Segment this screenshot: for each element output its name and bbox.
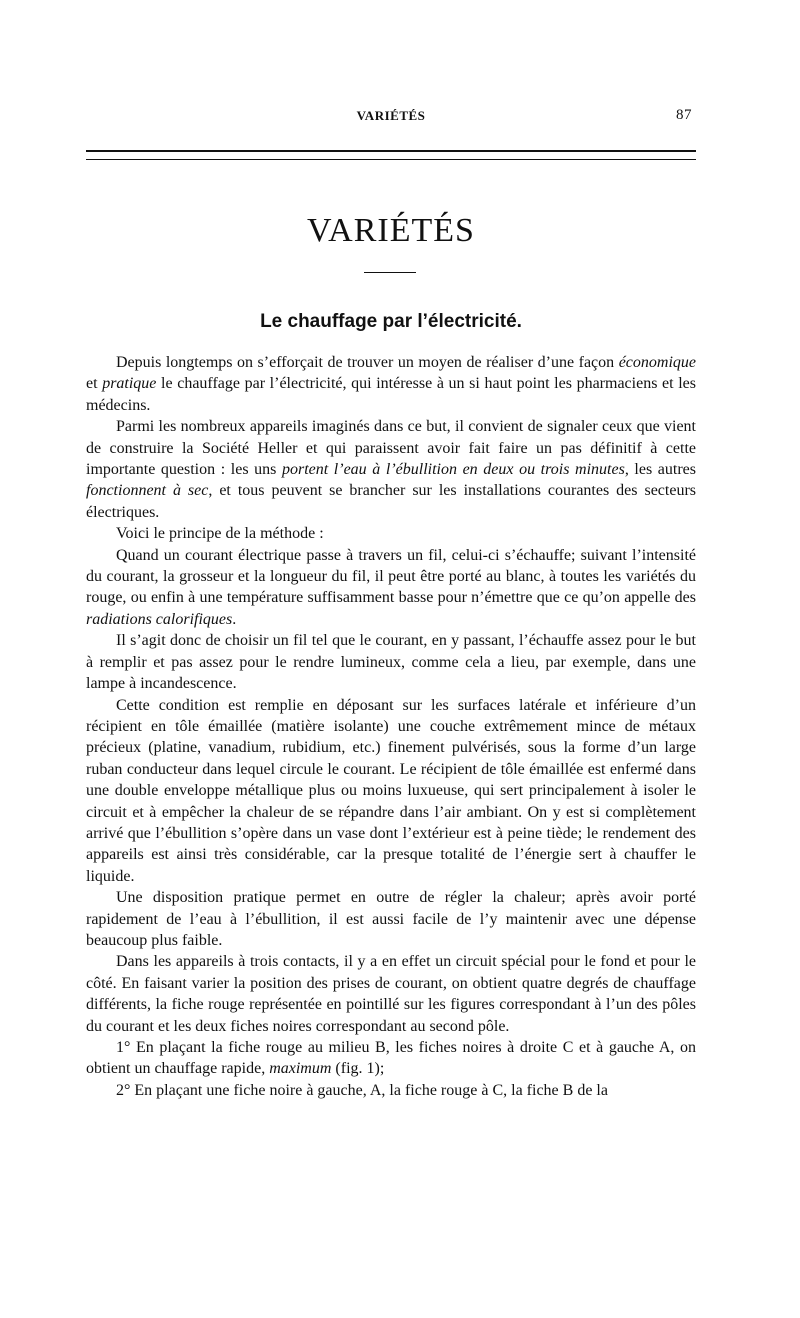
paragraph (86, 630, 696, 694)
text-run: Cette condition est remplie en déposant sur les surfaces latérale et inférieure d’un récipient en tôle émaillée (matière isolante) une couche extrêmement mince de métaux précieux (platine, vanadium, rubidium, etc.) finement pulvérisés, sous la forme d’un large ruban conducteur dans lequel circule le courant. Le récipient de tôle émaillée est enfermé dans une double enveloppe métallique plus ou moins luxueuse, qui sert principalement à isoler le circuit et à empêcher la chaleur de se répandre dans l’air ambiant. On y est si complètement arrivé que l’ébullition s’opère dans un vase dont l’extérieur est à peine tiède; le rendement des appareils est ainsi très considérable, car la presque totalité de l’énergie sert à chauffer le liquide. (86, 696, 696, 885)
text-run: 2° En plaçant une fiche noire à gauche, A, la fiche rouge à C, la fiche B de la (116, 1081, 608, 1099)
text-run: Quand un courant électrique passe à travers un fil, celui-ci s’échauffe; suivant l’intensité du courant, la grosseur et la longueur du fil, il peut être porté au blanc, à toutes les variétés du rouge, ou enfin à une température suffisamment basse pour n’émettre que ce qu’on appelle des (86, 546, 696, 607)
italic-text: pratique (102, 375, 157, 393)
section-title: VARIÉTÉS (307, 212, 475, 249)
italic-text: économique (618, 354, 696, 371)
text-run: (fig. 1); (331, 1060, 385, 1078)
text-run: Il s’agit donc de choisir un fil tel que le courant, en y passant, l’échauffe assez pour le but à remplir et pas assez pour le rendre lumineux, comme cela a lieu, par exemple, dans une lampe à incandescence. (86, 632, 696, 693)
text-run: . (232, 610, 237, 628)
page-number: 87 (676, 107, 692, 123)
text-run: Dans les appareils à trois contacts, il y a en effet un circuit spécial pour le fond et pour le côté. En faisant varier la position des prises de courant, on obtient quatre degrés de chauffage différents, la fiche rouge représentée en pointillé sur les figures correspondant à l’un des pôles du courant et les deux fiches noires correspondant au second pôle. (86, 953, 696, 1035)
text-run: , et tous peuvent se brancher sur les installations courantes des secteurs électriques. (86, 482, 696, 521)
text-run: Parmi les nombreux appareils imaginés dans ce but, il convient de signaler ceux que vient de construire la Société Heller et qui paraissent avoir fait faire un pas définitif à cette importante question : les uns (86, 418, 696, 479)
paragraph (86, 695, 696, 888)
paragraph (86, 1037, 696, 1080)
running-title: VARIÉTÉS (356, 108, 426, 123)
italic-text: maximum (269, 1060, 332, 1078)
article-body (86, 352, 696, 1101)
paragraph (86, 416, 696, 523)
paragraph (86, 523, 696, 544)
text-run: Depuis longtemps on s’efforçait de trouver un moyen de réaliser d’une façon (116, 354, 619, 371)
paragraph (86, 352, 696, 416)
text-run: 1° En plaçant la fiche rouge au milieu B, les fiches noires à droite C et à gauche A, on obtient un chauffage rapide, (86, 1039, 696, 1078)
text-run: , les autres (624, 461, 696, 479)
text-run: Voici le principe de la méthode : (116, 525, 324, 543)
paragraph (86, 1080, 696, 1101)
italic-text: radiations calorifiques (86, 610, 233, 628)
article-title: Le chauffage par l’électricité. (260, 311, 522, 332)
text-run: et (86, 375, 103, 393)
text-run: Une disposition pratique permet en outre de régler la chaleur; après avoir porté rapidement de l’eau à l’ébullition, il est aussi facile de l’y maintenir avec une dépense beaucoup plus faible. (86, 889, 696, 949)
title-separator-rule (364, 272, 416, 273)
italic-text: fonctionnent à sec (86, 482, 209, 500)
italic-text: portent l’eau à l’ébullition en deux ou trois minutes (281, 461, 625, 479)
header-double-rule (86, 150, 696, 160)
paragraph (86, 545, 696, 631)
running-head (86, 108, 696, 128)
paragraph (86, 887, 696, 951)
paragraph (86, 951, 696, 1037)
text-run: le chauffage par l’électricité, qui intéresse à un si haut point les pharmaciens et les médecins. (86, 375, 697, 414)
